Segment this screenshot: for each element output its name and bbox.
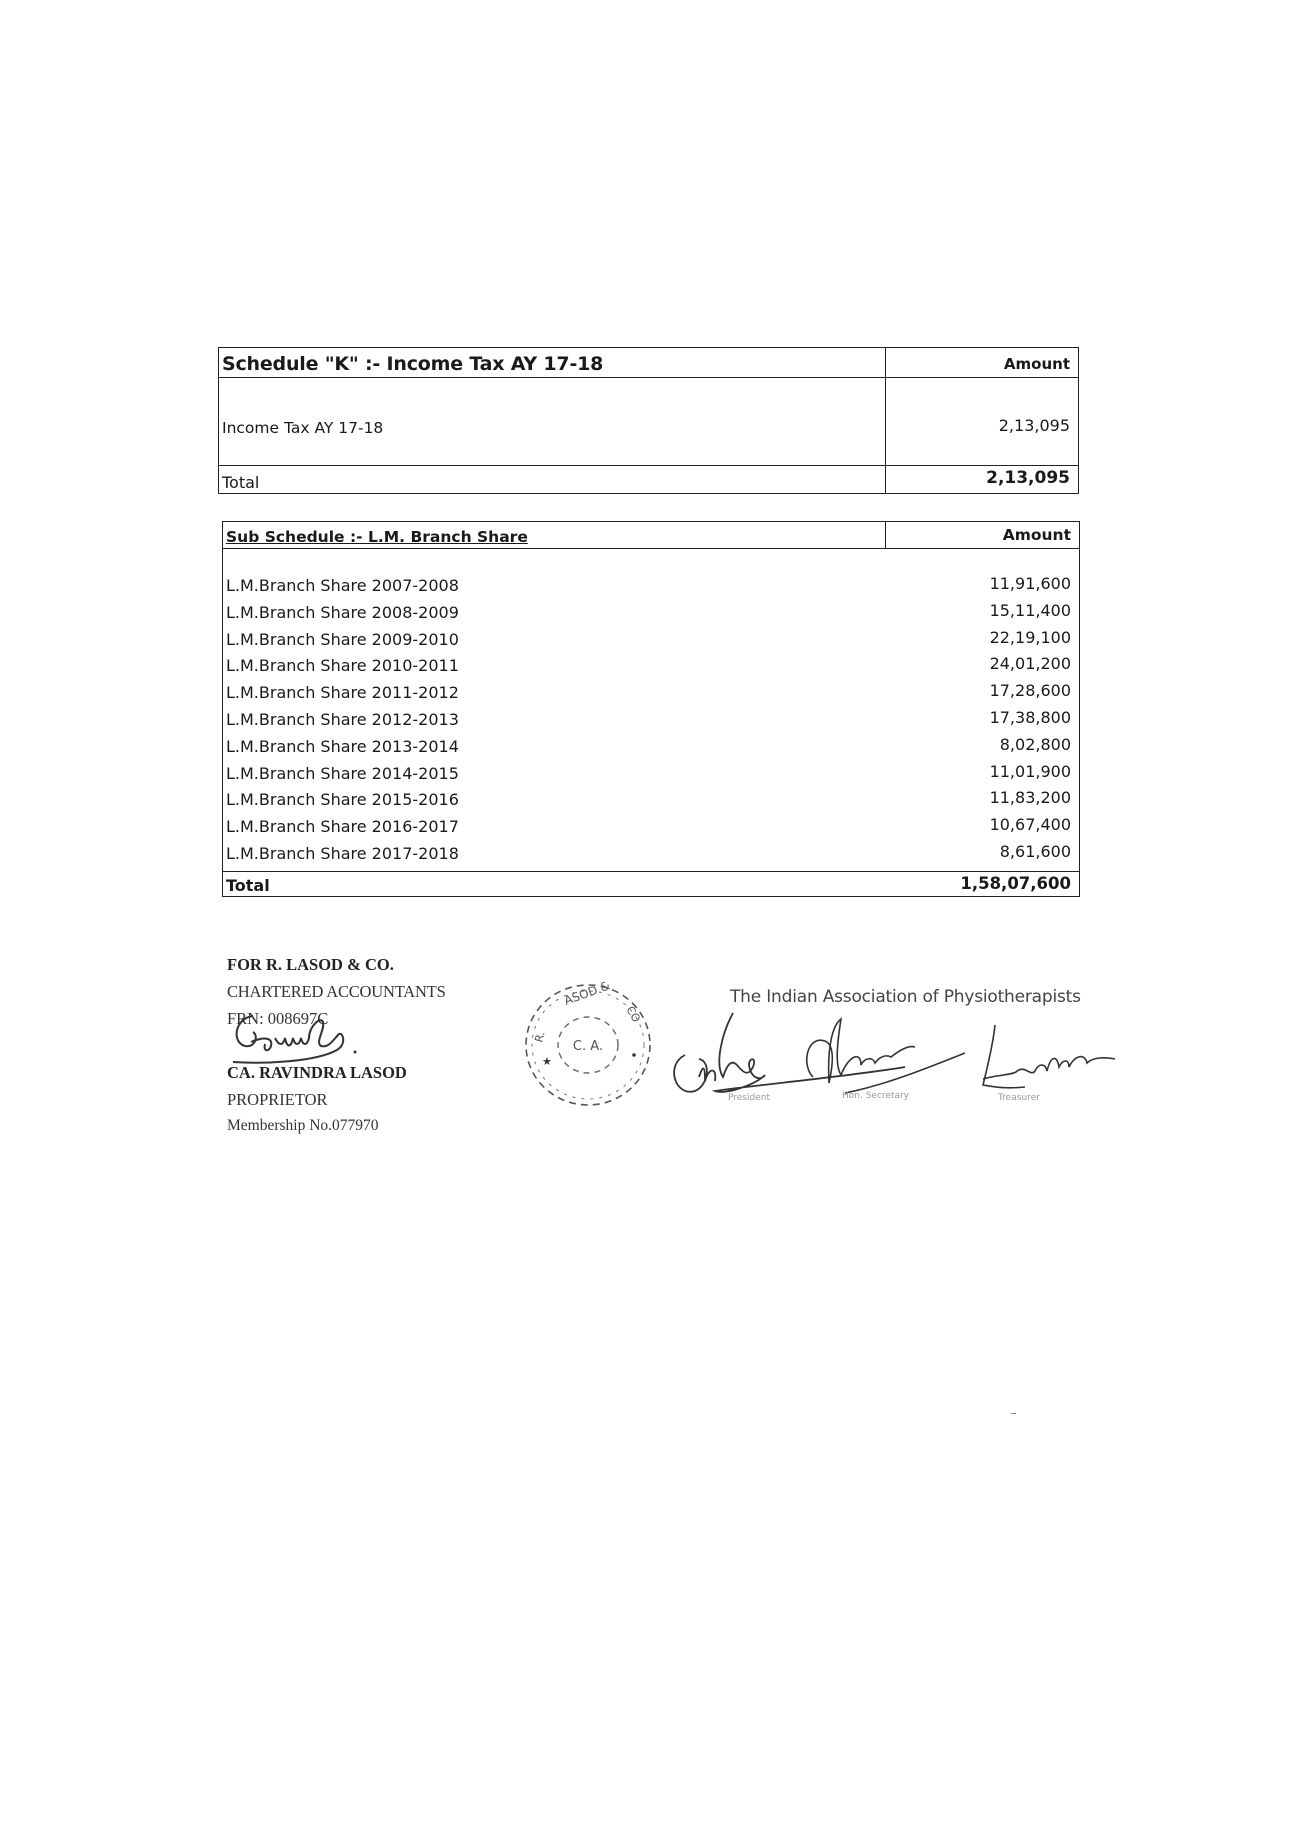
svg-text:★: ★: [542, 1055, 552, 1068]
total-label: Total: [226, 876, 270, 895]
amount-header: Amount: [1003, 355, 1070, 373]
row-amount: 11,83,200: [989, 788, 1071, 808]
table-row: [223, 790, 1079, 816]
row-amount: 17,38,800: [989, 708, 1071, 727]
total-divider: [223, 871, 1079, 872]
association-signatures: [665, 1005, 1135, 1105]
svg-text:R.: R.: [532, 1030, 548, 1044]
row-amount: 11,01,900: [989, 761, 1071, 781]
firm-designation: CHARTERED ACCOUNTANTS: [227, 982, 446, 1001]
row-label: L.M.Branch Share 2012-2013: [226, 710, 459, 729]
amount-header: Amount: [1002, 526, 1071, 544]
table-row: [223, 710, 1079, 736]
table-row: [223, 576, 1079, 602]
row-amount: 8,02,800: [999, 734, 1071, 754]
schedule-k-title: Schedule "K" :- Income Tax AY 17-18: [222, 353, 604, 375]
row-label: L.M.Branch Share 2017-2018: [226, 844, 459, 863]
hon-secretary-label: Hon. Secretary: [842, 1091, 910, 1101]
sub-schedule-table: [222, 521, 1080, 897]
ca-firm-stamp: [518, 975, 668, 1115]
table-row: [223, 844, 1079, 870]
auditor-name: CA. RAVINDRA LASOD: [227, 1063, 407, 1082]
membership-number: Membership No.077970: [227, 1117, 379, 1134]
table-row: [223, 734, 1079, 763]
row-label: L.M.Branch Share 2015-2016: [226, 790, 459, 810]
table-row: [223, 761, 1079, 790]
row-amount: 8,61,600: [999, 842, 1071, 861]
row-label: L.M.Branch Share 2014-2015: [226, 763, 459, 783]
row-amount: 11,91,600: [989, 574, 1071, 593]
row-label: L.M.Branch Share 2010-2011: [226, 656, 459, 676]
row-amount: 22,19,100: [989, 627, 1071, 647]
firm-name: FOR R. LASOD & CO.: [227, 955, 394, 974]
row-label: L.M.Branch Share 2008-2009: [226, 602, 459, 622]
row-label: L.M.Branch Share 2007-2008: [226, 576, 459, 595]
stamp-inner-text: C. A.: [572, 1039, 604, 1054]
treasurer-label: Treasurer: [998, 1093, 1040, 1103]
total-amount: 2,13,095: [986, 468, 1070, 488]
row-label: L.M.Branch Share 2013-2014: [226, 736, 459, 756]
row-amount: 10,67,400: [989, 815, 1071, 835]
row-label: L.M.Branch Share 2009-2010: [226, 629, 459, 649]
svg-text:CO: CO: [623, 1004, 643, 1025]
firm-registration-number: FRN: 008697C: [227, 1009, 329, 1028]
total-divider: [219, 465, 1078, 466]
total-amount: 1,58,07,600: [960, 874, 1071, 893]
header-divider: [219, 377, 1078, 378]
column-divider: [885, 348, 886, 493]
association-name: The Indian Association of Physiotherapists: [730, 987, 1081, 1007]
total-label: Total: [222, 473, 260, 492]
row-amount: 17,28,600: [989, 681, 1071, 701]
row-label: L.M.Branch Share 2011-2012: [226, 683, 459, 703]
schedule-k-table: [218, 347, 1079, 494]
table-row: [223, 600, 1079, 629]
scan-mark: [1011, 1413, 1016, 1414]
item-amount: 2,13,095: [998, 416, 1070, 435]
row-amount: 15,11,400: [989, 600, 1071, 620]
auditor-role: PROPRIETOR: [227, 1090, 328, 1109]
sub-schedule-title: Sub Schedule :- L.M. Branch Share: [226, 528, 528, 546]
table-row: [223, 683, 1079, 709]
header-divider: [223, 548, 1079, 549]
table-row: [223, 817, 1079, 843]
header-column-divider: [885, 522, 886, 548]
president-label: President: [728, 1093, 770, 1103]
item-label: Income Tax AY 17-18: [222, 419, 384, 437]
svg-text:ASOD &: ASOD &: [562, 978, 612, 1008]
table-row: [223, 627, 1079, 656]
row-amount: 24,01,200: [989, 654, 1071, 674]
table-row: [223, 656, 1079, 682]
row-label: L.M.Branch Share 2016-2017: [226, 817, 459, 837]
